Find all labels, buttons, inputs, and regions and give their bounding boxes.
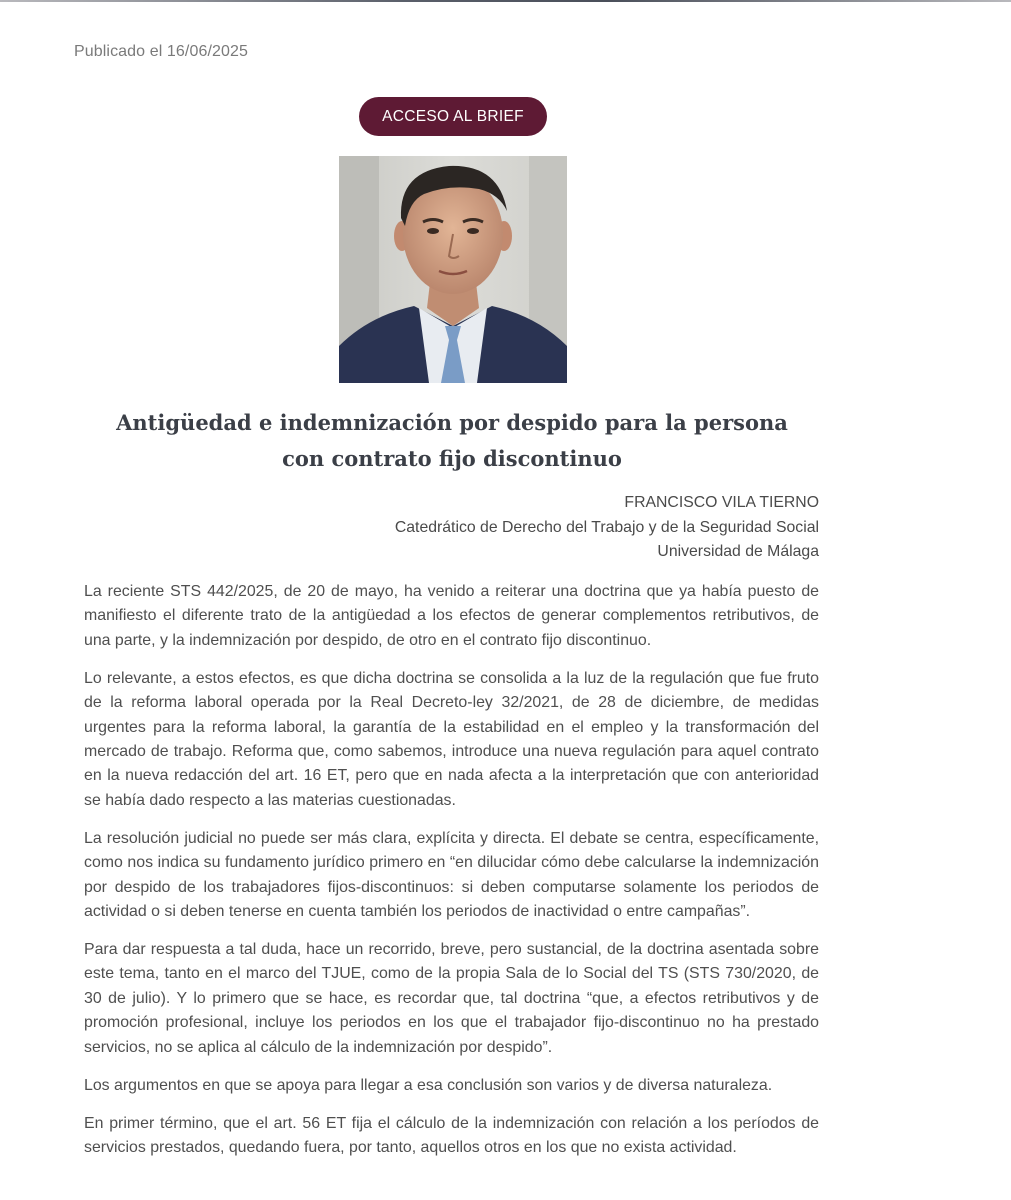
access-brief-button[interactable]: ACCESO AL BRIEF (359, 97, 547, 136)
author-name: FRANCISCO VILA TIERNO (624, 494, 819, 511)
article-title: Antigüedad e indemnización por despido para la persona con contrato fijo discontinuo (116, 410, 788, 471)
article-paragraph: En primer término, que el art. 56 ET fija el cálculo de la indemnización con relación a los períodos de servicios prestados, quedando fuera, por tanto, aquellos otros en los que no exista actividad. (84, 1114, 819, 1157)
author-photo (339, 156, 567, 383)
top-divider (0, 0, 1011, 2)
publication-date: Publicado el 16/06/2025 (74, 43, 248, 60)
article-paragraph: La resolución judicial no puede ser más clara, explícita y directa. El debate se centra, específicamente, como nos indica su fundamento jurídico primero en “en dilucidar cómo debe calcularse la indemnización por despido de los trabajadores fijos-discontinuos: si deben computarse solamente los periodos de actividad o si deben tenerse en cuenta también los periodos de inactividad o entre campañas”. (84, 829, 819, 921)
author-institution: Universidad de Málaga (657, 543, 819, 560)
article-paragraph: Lo relevante, a estos efectos, es que dicha doctrina se consolida a la luz de la regulación que fue fruto de la reforma laboral operada por la Real Decreto-ley 32/2021, de 28 de diciembre, de medidas urgentes para la reforma laboral, la garantía de la estabilidad en el empleo y la transformación del mercado de trabajo. Reforma que, como sabemos, introduce una nueva regulación para aquel contrato en la nueva redacción del art. 16 ET, pero que en nada afecta a la interpretación que con anterioridad se había dado respecto a las materias cuestionadas. (84, 669, 819, 809)
article-paragraph: Los argumentos en que se apoya para llegar a esa conclusión son varios y de diversa naturaleza. (84, 1076, 773, 1094)
article-body (84, 580, 819, 1174)
article-paragraph: Para dar respuesta a tal duda, hace un recorrido, breve, pero sustancial, de la doctrina asentada sobre este tema, tanto en el marco del TJUE, como de la propia Sala de lo Social del TS (STS 730/2020, de 30 de julio). Y lo primero que se hace, es recordar que, tal doctrina “que, a efectos retributivos y de promoción profesional, incluye los periodos en los que el trabajador fijo-discontinuo no ha prestado servicios, no se aplica al cálculo de la indemnización por despido”. (84, 941, 819, 1056)
author-byline (299, 491, 819, 565)
author-position: Catedrático de Derecho del Trabajo y de la Seguridad Social (394, 518, 819, 536)
article-paragraph: La reciente STS 442/2025, de 20 de mayo, ha venido a reiterar una doctrina que ya había puesto de manifiesto el diferente trato de la antigüedad a los efectos de generar complementos retributivos, de una parte, y la indemnización por despido, de otro en el contrato fijo discontinuo. (84, 583, 819, 649)
